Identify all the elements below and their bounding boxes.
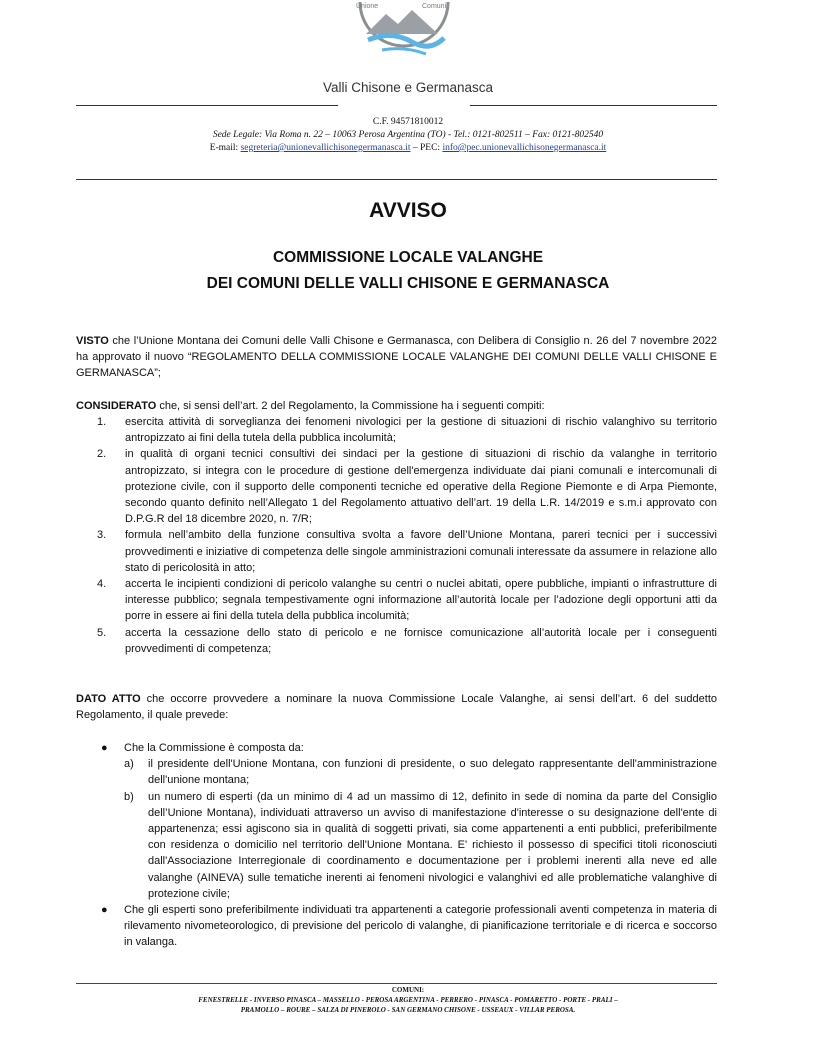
subtitle-2: DEI COMUNI DELLE VALLI CHISONE E GERMANASCA bbox=[206, 275, 610, 292]
visto-paragraph: VISTO che l’Unione Montana dei Comuni delle Valli Chisone e Germanasca, con Delibera di Consiglio n. 26 del 7 novembre 2022 ha approvato il nuovo “REGOLAMENTO DELLA COMMISSIONE LOCALE VALANGHE DEI COMUNI DELLE VALLI CHISONE E GERMANASCA”; bbox=[76, 335, 717, 380]
subtitle-1: COMMISSIONE LOCALE VALANGHE bbox=[272, 249, 544, 266]
composition-list bbox=[76, 740, 717, 951]
pec-label: – PEC: bbox=[412, 143, 441, 153]
footer-comuni-line-1: FENESTRELLE - INVERSO PINASCA – MASSELLO - PEROSA ARGENTINA - PERRERO - PINASCA - POMARETTO - PORTE - PRALI – bbox=[198, 996, 618, 1004]
list-item: 5. accerta la cessazione dello stato di pericolo e ne fornisce comunicazione all’autorità locale per i conseguenti provvedimenti di competenza; bbox=[97, 626, 717, 655]
bullet-icon: ● bbox=[101, 742, 108, 754]
header-rule-bottom bbox=[76, 179, 717, 180]
list-item: b) un numero di esperti (da un minimo di 4 ad un massimo di 12, definito in sede di nomina da parte del Consiglio dell’Unione Montana), individuati attraverso un avviso di manifestazione d'interesse o su designazione dell'ente di appartenenza; essi agiscono sia in qualità di soggetti privati, sia come appartenenti a enti pubblici, preferibilmente con residenza o domicilio nel territorio dell'Unione Montana. E' richiesto il possesso di specifici titoli riconosciuti dall'Associazione Interregionale di coordinamento e documentazione per i problemi inerenti alla neve ed alle valanghe (AINEVA) sulle tematiche inerenti ai fenomeni nivologici e valanghivi ed alle problematiche valanghive di protezione civile; bbox=[124, 790, 717, 900]
footer-comuni-label: COMUNI: bbox=[391, 986, 425, 994]
contact-line bbox=[0, 143, 816, 153]
footer-comuni-line-2: PRAMOLLO – ROURE – SALZA DI PINEROLO - SAN GERMANO CHISONE - USSEAUX - VILLAR PEROSA. bbox=[240, 1006, 576, 1014]
compiti-list bbox=[76, 414, 717, 657]
dato-atto-paragraph: DATO ATTO che occorre provvedere a nominare la nuova Commissione Locale Valanghe, ai sensi dell’art. 6 del suddetto Regolamento, il quale prevede: bbox=[76, 693, 717, 722]
list-item: 4. accerta le incipienti condizioni di pericolo valanghe su centri o nuclei abitati, opere pubbliche, impianti o infrastrutture di interesse pubblico; segnala tempestivamente ogni informazione all’autorità locale per l’adozione degli opportuni atti da porre in essere ai fini della tutela della pubblica incolumità; bbox=[97, 578, 717, 623]
codice-fiscale: C.F. 94571810012 bbox=[372, 117, 444, 127]
footer-rule bbox=[76, 983, 717, 984]
header-rule-right bbox=[470, 105, 717, 106]
logo-arc-text-right: Comuni bbox=[422, 3, 447, 10]
list-item: ● Che la Commissione è composta da: a) il presidente dell'Unione Montana, con funzioni di presidente, o suo delegato rappresentante dell'amministrazione dell'unione montana; b) un numero di esperti (da un minimo di 4 ad un massimo di 12, definito in sede di nomina da parte del Consiglio dell’Unione Montana), individuati attraverso un avviso di manifestazione d'interesse o su designazione dell'ente di appartenenza; essi agiscono sia in qualità di soggetti privati, sia come appartenenti a enti pubblici, preferibilmente con residenza o domicilio nel territorio dell'Unione Montana. E' richiesto il possesso di specifici titoli riconosciuti dall'Associazione Interregionale di coordinamento e documentazione per i problemi inerenti alla neve ed alle valanghe (AINEVA) sulle tematiche inerenti ai fenomeni nivologici e valanghivi ed alle problematiche valanghive di protezione civile; bbox=[76, 740, 717, 902]
page-title: AVVISO bbox=[369, 199, 447, 222]
header-rule-left bbox=[76, 105, 338, 106]
considerato-paragraph: CONSIDERATO che, si sensi dell’art. 2 del Regolamento, la Commissione ha i seguenti compiti: bbox=[76, 400, 545, 412]
bullet-icon: ● bbox=[101, 904, 108, 917]
email-link[interactable]: segreteria@unionevallichisonegermanasca.it bbox=[240, 143, 411, 153]
list-item: ● Che gli esperti sono preferibilmente individuati tra appartenenti a categorie professionali aventi competenza in materia di rilevamento nivometeorologico, di previsione del pericolo di valanghe, di pianificazione territoriale e di ricerca e soccorso in valanga. bbox=[101, 904, 717, 949]
list-item: a) il presidente dell'Unione Montana, con funzioni di presidente, o suo delegato rappresentante dell'amministrazione dell'unione montana; bbox=[124, 758, 717, 787]
logo-arc-text-left: Unione bbox=[356, 3, 379, 10]
list-item: 3. formula nell’ambito della funzione consultiva svolta a favore dell’Unione Montana, pareri tecnici per i successivi provvedimenti e iniziative di competenza delle singole amministrazioni comunali interessate da assumere in relazione allo stato di pericolosità in atto; bbox=[97, 529, 717, 574]
list-item: 2. in qualità di organi tecnici consultivi dei sindaci per la gestione di situazioni di rischio da valanghe in territorio antropizzato, si integra con le procedure di gestione dell'emergenza individuate dai piani comunali e intercomunali di protezione civile, con il supporto delle componenti tecniche ed operative della Regione Piemonte e di Arpa Piemonte, secondo quanto definito nell’Allegato 1 del Regolamento attuativo dell’art. 19 della L.R. 14/2019 e s.m.i approvato con D.P.G.R del 18 dicembre 2020, n. 7/R; bbox=[97, 448, 717, 526]
org-name: Valli Chisone e Germanasca bbox=[322, 80, 494, 95]
sede-legale: Sede Legale: Via Roma n. 22 – 10063 Perosa Argentina (TO) - Tel.: 0121-802511 – Fax: 0121-802540 bbox=[212, 130, 604, 140]
email-label: E-mail: bbox=[209, 143, 239, 153]
list-item: 1. esercita attività di sorveglianza dei fenomeni nivologici per la gestione di situazioni di rischio valanghivo su territorio antropizzato ai fini della tutela della pubblica incolumità; bbox=[97, 416, 717, 445]
pec-link[interactable]: info@pec.unionevallichisonegermanasca.it bbox=[442, 143, 607, 153]
valli-chisone-logo bbox=[352, 0, 456, 72]
